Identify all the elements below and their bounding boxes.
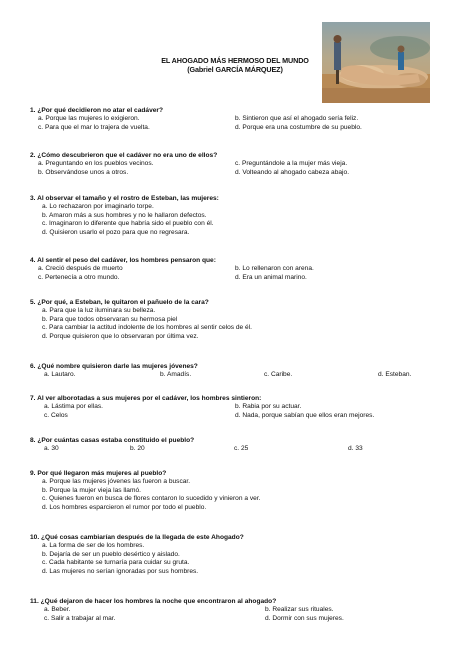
- question-text: 11. ¿Qué dejaron de hacer los hombres la noche que encontraron al ahogado?: [30, 598, 277, 605]
- question-8: [30, 437, 450, 454]
- option-b[interactable]: b. Para que todos observaran su hermosa piel: [42, 315, 178, 323]
- option-c[interactable]: c. Para que el mar lo trajera de vuelta.: [38, 123, 150, 131]
- title-line-2: (Gabriel GARCÍA MÁRQUEZ): [187, 65, 283, 74]
- option-c[interactable]: c. Quienes fueron en busca de flores contaron lo sucedido y vinieron a ver.: [42, 495, 261, 503]
- option-d[interactable]: d. Nada, porque sabían que ellos eran mejores.: [235, 411, 375, 419]
- question-text: 9. Por qué llegaron más mujeres al pueblo?: [30, 470, 167, 477]
- option-c[interactable]: c. Pertenecía a otro mundo.: [38, 273, 120, 281]
- question-text: 3. Al observar el tamaño y el rostro de Esteban, las mujeres:: [30, 195, 219, 202]
- option-b[interactable]: b. Rabia por su actuar.: [235, 403, 302, 411]
- option-b[interactable]: b. Amadís.: [160, 371, 192, 379]
- question-text: 1. ¿Por qué decidieron no atar el cadáver?: [30, 107, 164, 114]
- option-d[interactable]: d. Quisieron usarlo el pozo para que no regresara.: [42, 228, 190, 236]
- option-d[interactable]: d. Porque quisieron que lo observaran por última vez.: [42, 332, 199, 340]
- question-text: 6. ¿Qué nombre quisieron darle las mujeres jóvenes?: [30, 363, 198, 370]
- option-c[interactable]: c. 25: [234, 445, 249, 453]
- question-10: [30, 534, 450, 576]
- worksheet-title: [120, 56, 350, 74]
- question-6: [30, 363, 450, 380]
- option-a[interactable]: a. Lástima por ellas.: [44, 403, 104, 411]
- option-c[interactable]: c. Salir a trabajar al mar.: [44, 614, 116, 622]
- question-4: [30, 257, 450, 282]
- question-1: [30, 107, 450, 132]
- question-2: [30, 152, 450, 177]
- option-d[interactable]: d. Esteban.: [378, 371, 412, 379]
- option-b[interactable]: b. Dejaría de ser un pueblo desértico y aislado.: [42, 550, 180, 558]
- option-c[interactable]: c. Preguntándole a la mujer más vieja.: [235, 160, 348, 168]
- option-d[interactable]: d. Las mujeres no serían ignoradas por sus hombres.: [42, 567, 199, 575]
- option-b[interactable]: b. Observándose unos a otros.: [38, 168, 129, 176]
- option-a[interactable]: a. 30: [44, 445, 59, 453]
- question-3: [30, 195, 450, 237]
- option-a[interactable]: a. Beber.: [44, 606, 71, 614]
- option-c[interactable]: c. Imaginaron lo diferente que habría sido el pueblo con él.: [42, 220, 214, 228]
- option-b[interactable]: b. Sintieron que así el ahogado sería feliz.: [235, 115, 359, 123]
- option-c[interactable]: c. Celos: [44, 411, 68, 419]
- question-text: 5. ¿Por qué, a Esteban, le quitaron el pañuelo de la cara?: [30, 299, 209, 306]
- option-a[interactable]: a. Lautaro.: [44, 371, 76, 379]
- option-d[interactable]: d. Los hombres esparcieron el rumor por todo el pueblo.: [42, 503, 207, 511]
- option-c[interactable]: c. Caribe.: [264, 371, 293, 379]
- question-7: [30, 395, 450, 420]
- question-text: 8. ¿Por cuántas casas estaba constituido el pueblo?: [30, 437, 195, 444]
- option-c[interactable]: c. Para cambiar la actitud indolente de los hombres al sentir celos de él.: [42, 324, 253, 332]
- drowned-man-painting: [322, 22, 430, 103]
- option-a[interactable]: a. Porque las mujeres lo exigieron.: [38, 115, 140, 123]
- option-a[interactable]: a. Lo rechazaron por imaginarlo torpe.: [42, 203, 154, 211]
- question-9: [30, 470, 450, 512]
- question-11: [30, 598, 450, 623]
- option-a[interactable]: a. Preguntando en los pueblos vecinos.: [38, 160, 154, 168]
- option-d[interactable]: d. Dormir con sus mujeres.: [265, 614, 344, 622]
- option-a[interactable]: a. La forma de ser de los hombres.: [42, 542, 145, 550]
- option-b[interactable]: b. 20: [130, 445, 145, 453]
- question-text: 2. ¿Cómo descubrieron que el cadáver no era uno de ellos?: [30, 152, 218, 159]
- option-b[interactable]: b. Porque la mujer vieja las llamó.: [42, 486, 141, 494]
- option-c[interactable]: c. Cada habitante se turnaría para cuidar su gruta.: [42, 559, 190, 567]
- question-text: 4. Al sentir el peso del cadáver, los hombres pensaron que:: [30, 257, 216, 264]
- option-b[interactable]: b. Amaron más a sus hombres y no le hallaron defectos.: [42, 211, 207, 219]
- option-d[interactable]: d. Porque era una costumbre de su pueblo.: [235, 123, 362, 131]
- option-d[interactable]: d. Era un animal marino.: [235, 273, 307, 281]
- question-5: [30, 299, 450, 341]
- option-d[interactable]: d. 33: [348, 445, 363, 453]
- option-a[interactable]: a. Porque las mujeres jóvenes las fueron a buscar.: [42, 478, 191, 486]
- option-a[interactable]: a. Creció después de muerto: [38, 265, 123, 273]
- option-b[interactable]: b. Realizar sus rituales.: [265, 606, 334, 614]
- question-text: 10. ¿Qué cosas cambiarían después de la llegada de este Ahogado?: [30, 534, 244, 541]
- option-d[interactable]: d. Volteando al ahogado cabeza abajo.: [235, 168, 350, 176]
- title-line-1: EL AHOGADO MÁS HERMOSO DEL MUNDO: [161, 56, 309, 65]
- question-text: 7. Al ver alborotadas a sus mujeres por el cadáver, los hombres sintieron:: [30, 395, 262, 402]
- option-b[interactable]: b. Lo rellenaron con arena.: [235, 265, 314, 273]
- option-a[interactable]: a. Para que la luz iluminara su belleza.: [42, 307, 156, 315]
